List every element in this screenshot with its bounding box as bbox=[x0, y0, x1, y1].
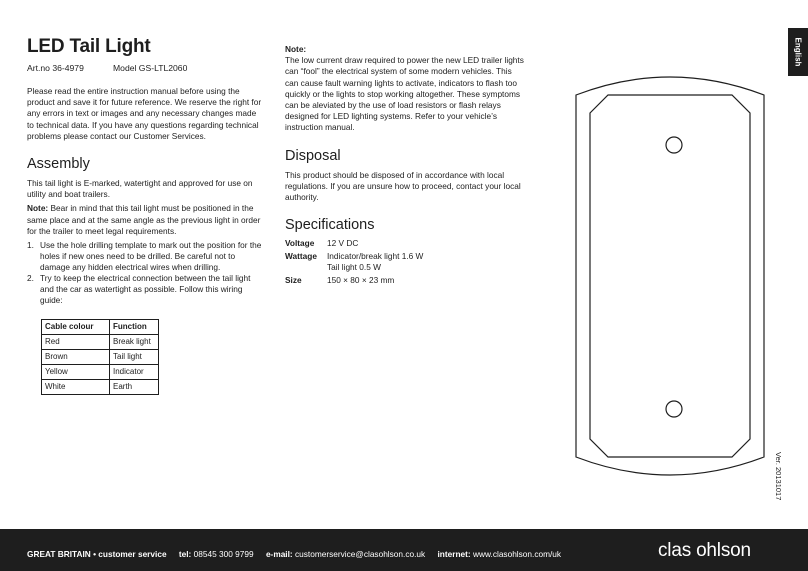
footer-bullet: • bbox=[93, 549, 96, 559]
disposal-text: This product should be disposed of in accordance with local regulations. If you are unsure how to proceed, contact your local authority. bbox=[285, 169, 521, 203]
note-label: Note: bbox=[285, 44, 307, 54]
disposal-heading: Disposal bbox=[285, 147, 341, 164]
footer-tel-label: tel: bbox=[178, 549, 192, 559]
note-text: The low current draw required to power the new LED trailer lights can “fool” the electrical system of some modern vehicles. This can cause fault warning lights to activate, indicators to flash too quickly or the lights to stop working altogether. These symptoms can be aleviated by the use of load resistors or flash relays designed for LED lighting systems. Refer to your vehicle’s instruction manual. bbox=[285, 55, 524, 133]
footer-service: customer service bbox=[98, 549, 167, 559]
table-row bbox=[42, 380, 159, 395]
table-row bbox=[42, 350, 159, 365]
drill-hole-bottom bbox=[666, 401, 682, 417]
function-cell: Tail light bbox=[110, 350, 159, 365]
footer-web-label: internet: bbox=[437, 549, 471, 559]
assembly-steps bbox=[27, 240, 263, 306]
language-label: English bbox=[793, 37, 803, 67]
spec-value: 12 V DC bbox=[327, 238, 359, 249]
spec-row-voltage bbox=[285, 238, 525, 249]
function-cell: Indicator bbox=[110, 365, 159, 380]
footer-bar bbox=[0, 529, 808, 571]
version-label: Ver. 20131017 bbox=[774, 452, 783, 501]
assembly-note-text: Bear in mind that this tail light must be positioned in the same place and at the same angle as the previous light in order for the trailer to meet legal requirements. bbox=[27, 203, 261, 236]
table-header-row bbox=[42, 320, 159, 335]
spec-label: Wattage bbox=[285, 251, 317, 262]
drilling-template-illustration bbox=[570, 65, 770, 485]
spec-label: Size bbox=[285, 275, 302, 286]
wiring-table bbox=[41, 319, 159, 395]
cable-colour-cell: Brown bbox=[42, 350, 110, 365]
article-number: Art.no 36-4979 bbox=[27, 63, 84, 73]
cable-colour-cell: Yellow bbox=[42, 365, 110, 380]
cable-colour-cell: White bbox=[42, 380, 110, 395]
list-item bbox=[27, 240, 263, 273]
spec-value: 150 × 80 × 23 mm bbox=[327, 275, 395, 286]
list-item bbox=[27, 273, 263, 306]
spec-label: Voltage bbox=[285, 238, 315, 249]
step-number: 1. bbox=[27, 240, 34, 251]
language-tab bbox=[788, 28, 808, 76]
assembly-note-label: Note: bbox=[27, 203, 49, 214]
footer-email-label: e-mail: bbox=[265, 549, 293, 559]
column-header: Function bbox=[110, 320, 159, 335]
page-title: LED Tail Light bbox=[27, 36, 151, 57]
specifications-heading: Specifications bbox=[285, 217, 375, 234]
spec-value-line: Indicator/break light 1.6 W bbox=[327, 251, 424, 262]
function-cell: Earth bbox=[110, 380, 159, 395]
spec-value bbox=[327, 251, 423, 273]
spec-row-size bbox=[285, 275, 525, 286]
step-text: Use the hole drilling template to mark out the position for the holes if new ones need to be drilled. Be careful not to damage any hidden electrical wires when drilling. bbox=[40, 240, 262, 273]
assembly-intro: This tail light is E-marked, watertight and approved for use on utility and boat trailers. bbox=[27, 178, 253, 200]
specifications-list bbox=[285, 238, 525, 286]
footer-web: www.clasohlson.com/uk bbox=[473, 549, 562, 559]
note-block bbox=[285, 44, 525, 134]
cable-colour-cell: Red bbox=[42, 335, 110, 350]
intro-text: Please read the entire instruction manual before using the product and save it for future reference. We reserve the right for any errors in text or images and any necessary changes made to technical data. If you have any questions regarding technical problems please contact our Customer Services. bbox=[27, 86, 262, 141]
brand-logo: clas ohlson bbox=[658, 540, 751, 561]
step-number: 2. bbox=[27, 273, 34, 284]
footer-tel: 08545 300 9799 bbox=[193, 549, 254, 559]
drill-hole-top bbox=[666, 137, 682, 153]
article-row bbox=[27, 63, 263, 73]
left-column bbox=[27, 36, 263, 395]
middle-column bbox=[285, 44, 525, 288]
footer-contact bbox=[27, 549, 561, 559]
table-row bbox=[42, 365, 159, 380]
model-number: Model GS-LTL2060 bbox=[113, 63, 188, 73]
function-cell: Break light bbox=[110, 335, 159, 350]
footer-email: customerservice@clasohlson.co.uk bbox=[295, 549, 426, 559]
step-text: Try to keep the electrical connection between the tail light and the car as watertight as possible. Follow this wiring guide: bbox=[40, 273, 251, 306]
assembly-heading: Assembly bbox=[27, 156, 90, 173]
table-row bbox=[42, 335, 159, 350]
spec-row-wattage bbox=[285, 251, 525, 273]
column-header: Cable colour bbox=[42, 320, 110, 335]
assembly-note bbox=[27, 203, 263, 237]
spec-value-line: Tail light 0.5 W bbox=[327, 262, 381, 273]
footer-country: GREAT BRITAIN bbox=[27, 549, 91, 559]
